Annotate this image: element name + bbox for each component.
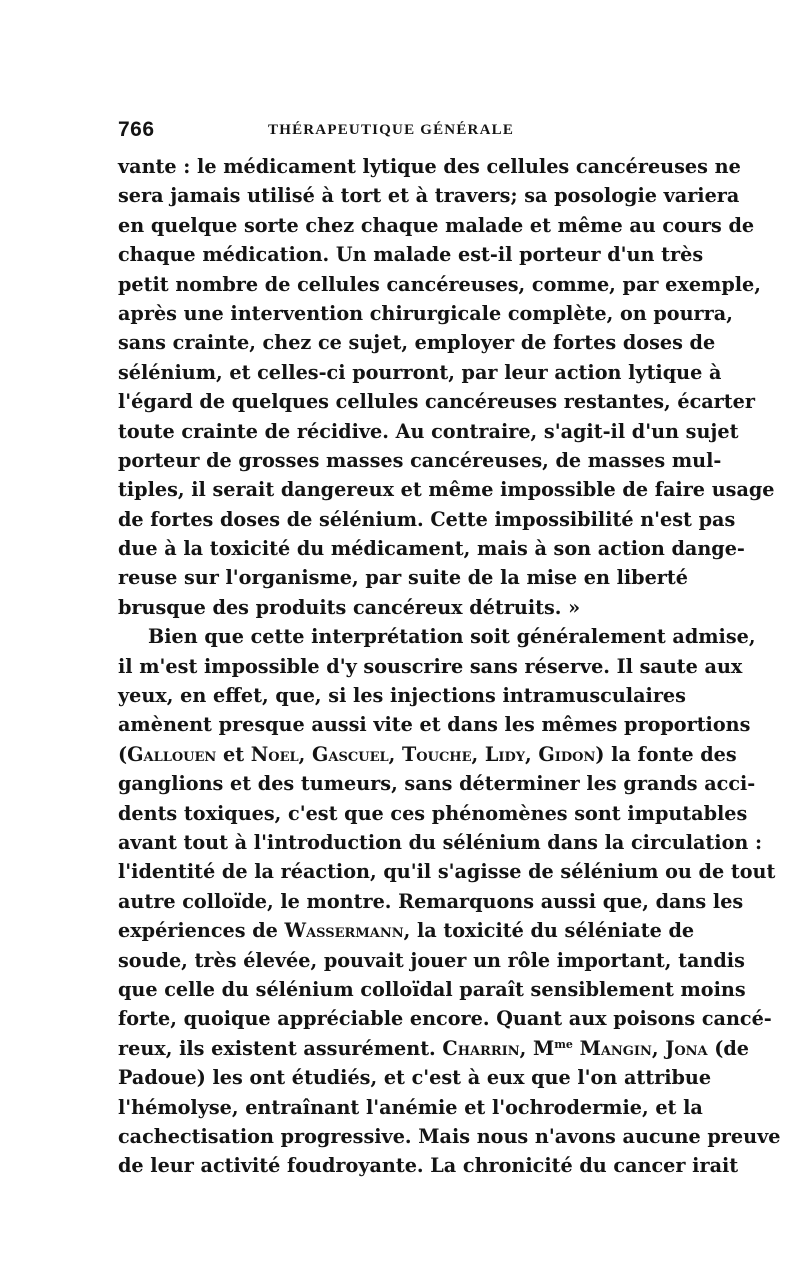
author-name: Lidy <box>484 742 526 766</box>
text-line: ganglions et des tumeurs, sans déterminer les grands acci- <box>118 772 756 796</box>
body-text <box>118 152 781 1181</box>
author-name: Wassermann <box>284 919 404 943</box>
text-line <box>118 740 737 769</box>
page-number: 766 <box>118 118 155 141</box>
line-text: expériences de <box>118 919 285 943</box>
text-line: vante : le médicament lytique des cellules cancéreuses ne <box>118 155 741 178</box>
line-text <box>573 1037 580 1060</box>
text-line: que celle du sélénium colloïdal paraît sensiblement moins <box>118 977 746 1001</box>
text-line: brusque des produits cancéreux détruits. » <box>118 595 581 619</box>
author-name: Charrin <box>442 1036 520 1060</box>
text-line: reuse sur l'organisme, par suite de la mise en liberté <box>118 566 688 590</box>
line-text: , <box>298 742 313 766</box>
running-title: THÉRAPEUTIQUE GÉNÉRALE <box>268 122 515 138</box>
line-text: ) la fonte des <box>595 742 737 766</box>
author-name: Jona <box>665 1036 708 1060</box>
text-line: dents toxiques, c'est que ces phénomènes sont imputables <box>118 801 748 825</box>
text-line: l'égard de quelques cellules cancéreuses restantes, écarter <box>118 390 755 414</box>
author-name: Gidon <box>538 742 596 766</box>
text-line: amènent presque aussi vite et dans les mêmes proportions <box>118 713 751 737</box>
line-text: et <box>216 742 251 766</box>
line-text: reux, ils existent assurément. <box>118 1036 443 1060</box>
text-line: tiples, il serait dangereux et même impossible de faire usage <box>118 478 775 502</box>
text-line: yeux, en effet, que, si les injections intramusculaires <box>118 684 686 708</box>
line-text: , M <box>519 1036 555 1060</box>
text-line: chaque médication. Un malade est-il porteur d'un très <box>118 243 704 267</box>
line-text: , <box>525 742 539 766</box>
text-line: soude, très élevée, pouvait jouer un rôle important, tandis <box>118 948 745 972</box>
text-line: petit nombre de cellules cancéreuses, comme, par exemple, <box>118 272 761 296</box>
text-line: due à la toxicité du médicament, mais à son action dange- <box>118 537 745 561</box>
text-line: forte, quoique appréciable encore. Quant aux poisons cancé- <box>118 1007 772 1031</box>
text-line: il m'est impossible d'y souscrire sans réserve. Il saute aux <box>118 654 743 678</box>
text-line: après une intervention chirurgicale complète, on pourra, <box>118 301 733 325</box>
author-name: Noel <box>250 742 299 766</box>
superscript: me <box>554 1037 573 1051</box>
text-line <box>118 916 695 945</box>
line-text: (de <box>707 1036 749 1060</box>
text-line: sera jamais utilisé à tort et à travers; sa posologie variera <box>118 184 740 208</box>
text-line: sélénium, et celles-ci pourront, par leur action lytique à <box>118 360 722 384</box>
text-line: cachectisation progressive. Mais nous n'avons aucune preuve <box>118 1124 781 1148</box>
text-line: autre colloïde, le montre. Remarquons aussi que, dans les <box>118 889 744 913</box>
text-line: l'hémolyse, entraînant l'anémie et l'ochrodermie, et la <box>118 1095 703 1119</box>
author-name: Gascuel <box>312 742 389 766</box>
author-name: Mangin <box>579 1036 652 1060</box>
line-text: , la toxicité du séléniate de <box>403 919 695 943</box>
author-name: Touche <box>402 742 472 766</box>
text-line: en quelque sorte chez chaque malade et même au cours de <box>118 213 755 237</box>
text-line: Bien que cette interprétation soit généralement admise, <box>148 625 756 649</box>
text-line: avant tout à l'introduction du sélénium dans la circulation : <box>118 830 763 854</box>
text-line <box>118 1034 749 1063</box>
author-name: Gallouen <box>127 742 217 766</box>
text-line: de fortes doses de sélénium. Cette impossibilité n'est pas <box>118 507 736 531</box>
line-text: ( <box>118 742 128 766</box>
line-text: , <box>388 742 403 766</box>
text-line: sans crainte, chez ce sujet, employer de fortes doses de <box>118 331 716 355</box>
text-line: Padoue) les ont étudiés, et c'est à eux que l'on attribue <box>118 1066 712 1090</box>
text-line: porteur de grosses masses cancéreuses, de masses mul- <box>118 448 722 472</box>
line-text: , <box>471 742 485 766</box>
line-text: , <box>651 1036 666 1060</box>
running-head <box>118 118 670 144</box>
text-line: toute crainte de récidive. Au contraire, s'agit-il d'un sujet <box>118 419 739 443</box>
text-line: de leur activité foudroyante. La chronicité du cancer irait <box>118 1154 739 1178</box>
text-line: l'identité de la réaction, qu'il s'agisse de sélénium ou de tout <box>118 860 776 884</box>
